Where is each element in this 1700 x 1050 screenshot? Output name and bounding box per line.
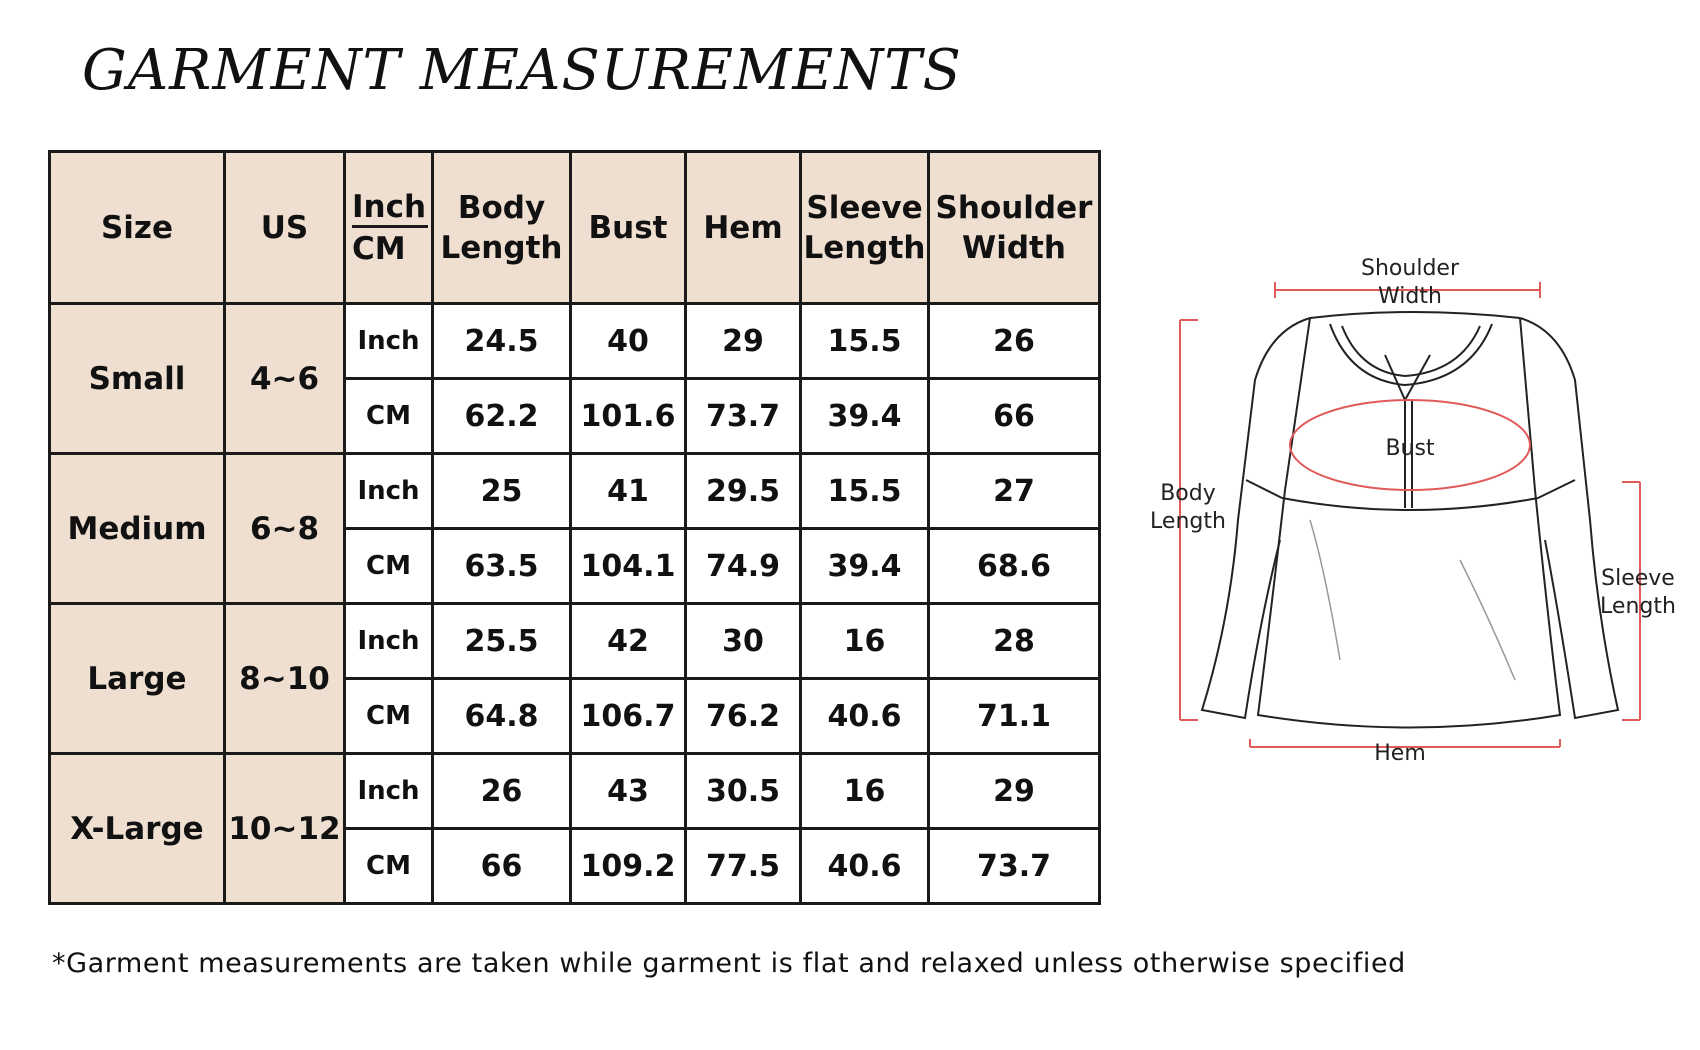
size-cell: Small bbox=[50, 304, 225, 454]
size-cell: Medium bbox=[50, 454, 225, 604]
measurement-cell: 30.5 bbox=[686, 754, 801, 829]
page-title: GARMENT MEASUREMENTS bbox=[82, 38, 962, 103]
hem-label: Hem bbox=[1374, 741, 1426, 766]
header-body-length-line1: Body bbox=[457, 189, 546, 226]
us-size-cell: 6~8 bbox=[225, 454, 345, 604]
header-unit-cm: CM bbox=[352, 231, 406, 267]
header-shoulder-width bbox=[929, 152, 1100, 304]
table-row bbox=[50, 604, 1100, 679]
shoulder-width-label-line2: Width bbox=[1378, 284, 1442, 309]
header-size: Size bbox=[50, 152, 225, 304]
measurement-cell: 73.7 bbox=[686, 379, 801, 454]
header-sleeve-length bbox=[801, 152, 929, 304]
measurement-cell: 15.5 bbox=[801, 454, 929, 529]
measurement-cell: 63.5 bbox=[433, 529, 571, 604]
header-shoulder-width-line2: Width bbox=[962, 229, 1066, 266]
measurement-cell: 39.4 bbox=[801, 529, 929, 604]
measurement-cell: 41 bbox=[571, 454, 686, 529]
sleeve-length-label-line2: Length bbox=[1600, 594, 1676, 619]
unit-cell: Inch bbox=[345, 304, 433, 379]
header-body-length-line2: Length bbox=[440, 229, 563, 266]
size-chart-table bbox=[48, 150, 1101, 905]
table-row bbox=[50, 754, 1100, 829]
footnote: *Garment measurements are taken while garment is flat and relaxed unless otherwise specified bbox=[52, 948, 1406, 979]
unit-cell: Inch bbox=[345, 604, 433, 679]
header-sleeve-length-line2: Length bbox=[803, 229, 926, 266]
measurement-cell: 29 bbox=[686, 304, 801, 379]
us-size-cell: 4~6 bbox=[225, 304, 345, 454]
measurement-cell: 15.5 bbox=[801, 304, 929, 379]
size-cell: X-Large bbox=[50, 754, 225, 904]
measurement-cell: 16 bbox=[801, 754, 929, 829]
unit-cell: CM bbox=[345, 829, 433, 904]
measurement-cell: 16 bbox=[801, 604, 929, 679]
header-bust: Bust bbox=[571, 152, 686, 304]
measurement-cell: 66 bbox=[433, 829, 571, 904]
measurement-cell: 43 bbox=[571, 754, 686, 829]
header-unit-inch: Inch bbox=[352, 189, 428, 228]
measurement-cell: 66 bbox=[929, 379, 1100, 454]
unit-cell: CM bbox=[345, 529, 433, 604]
body-length-label-line1: Body bbox=[1160, 481, 1216, 506]
measurement-cell: 76.2 bbox=[686, 679, 801, 754]
shirt-outline bbox=[1202, 312, 1618, 728]
measurement-cell: 40.6 bbox=[801, 829, 929, 904]
measurement-cell: 109.2 bbox=[571, 829, 686, 904]
measurement-cell: 104.1 bbox=[571, 529, 686, 604]
measurement-cell: 29 bbox=[929, 754, 1100, 829]
measurement-cell: 39.4 bbox=[801, 379, 929, 454]
measurement-cell: 26 bbox=[929, 304, 1100, 379]
measurement-cell: 29.5 bbox=[686, 454, 801, 529]
measurement-cell: 77.5 bbox=[686, 829, 801, 904]
unit-cell: Inch bbox=[345, 454, 433, 529]
measurement-cell: 42 bbox=[571, 604, 686, 679]
measurement-cell: 73.7 bbox=[929, 829, 1100, 904]
sleeve-length-label-line1: Sleeve bbox=[1601, 566, 1675, 591]
garment-diagram bbox=[1120, 240, 1700, 800]
measurement-cell: 28 bbox=[929, 604, 1100, 679]
measurement-cell: 62.2 bbox=[433, 379, 571, 454]
unit-cell: CM bbox=[345, 379, 433, 454]
header-sleeve-length-line1: Sleeve bbox=[806, 189, 923, 226]
header-body-length bbox=[433, 152, 571, 304]
measurement-cell: 71.1 bbox=[929, 679, 1100, 754]
bust-label: Bust bbox=[1385, 436, 1435, 461]
measurement-cell: 25 bbox=[433, 454, 571, 529]
header-us: US bbox=[225, 152, 345, 304]
measurement-cell: 40 bbox=[571, 304, 686, 379]
unit-cell: Inch bbox=[345, 754, 433, 829]
table-row bbox=[50, 304, 1100, 379]
us-size-cell: 10~12 bbox=[225, 754, 345, 904]
shoulder-width-label-line1: Shoulder bbox=[1361, 256, 1459, 281]
measurement-cell: 106.7 bbox=[571, 679, 686, 754]
table-row bbox=[50, 454, 1100, 529]
measurement-cell: 64.8 bbox=[433, 679, 571, 754]
measurement-cell: 30 bbox=[686, 604, 801, 679]
measurement-cell: 27 bbox=[929, 454, 1100, 529]
measurement-cell: 68.6 bbox=[929, 529, 1100, 604]
measurement-cell: 26 bbox=[433, 754, 571, 829]
us-size-cell: 8~10 bbox=[225, 604, 345, 754]
measurement-cell: 24.5 bbox=[433, 304, 571, 379]
measurement-cell: 40.6 bbox=[801, 679, 929, 754]
body-length-label-line2: Length bbox=[1150, 509, 1226, 534]
header-hem: Hem bbox=[686, 152, 801, 304]
unit-cell: CM bbox=[345, 679, 433, 754]
measurement-cell: 25.5 bbox=[433, 604, 571, 679]
header-shoulder-width-line1: Shoulder bbox=[935, 189, 1093, 226]
measurement-cell: 74.9 bbox=[686, 529, 801, 604]
header-unit bbox=[345, 152, 433, 304]
size-cell: Large bbox=[50, 604, 225, 754]
measurement-cell: 101.6 bbox=[571, 379, 686, 454]
table-header-row bbox=[50, 152, 1100, 304]
